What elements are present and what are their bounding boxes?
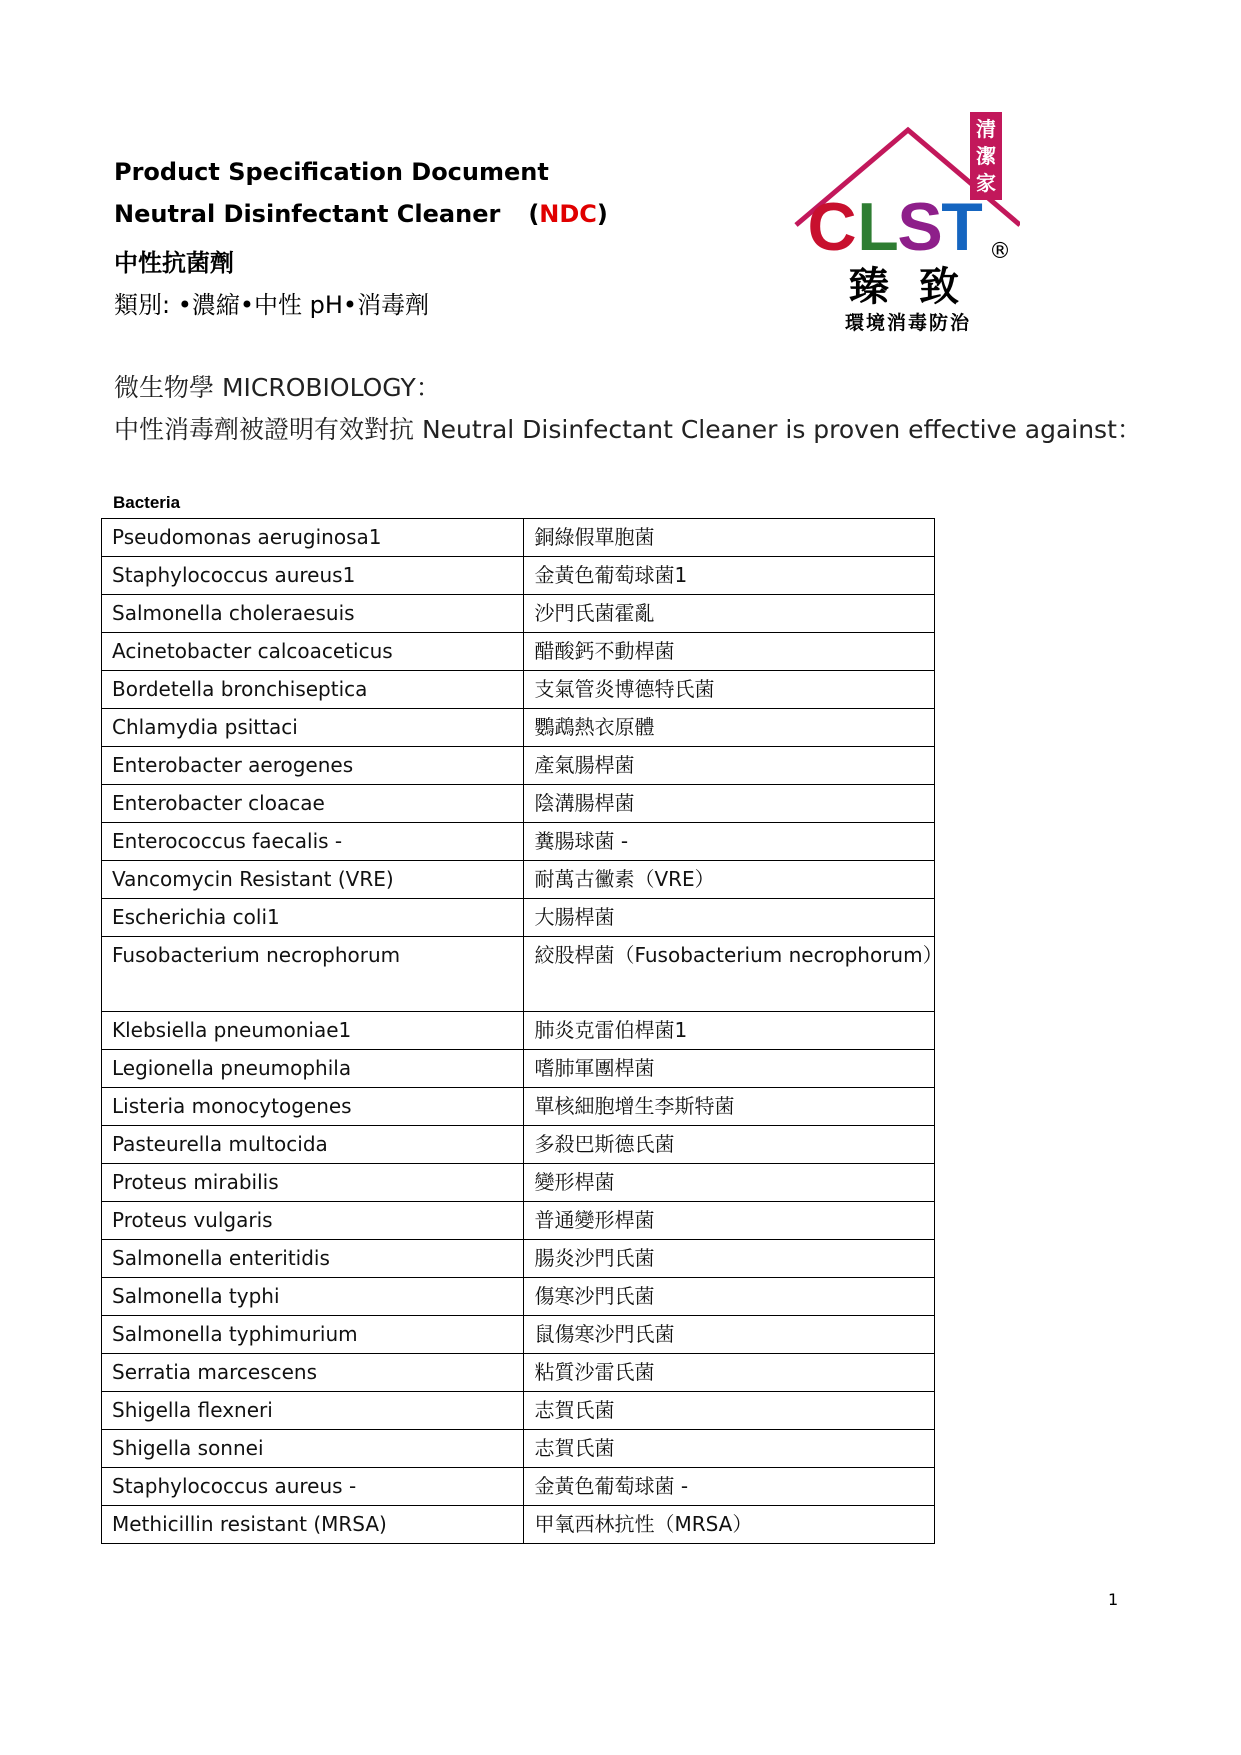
table-row	[102, 1316, 935, 1354]
logo-letter-t: T	[941, 189, 983, 265]
bacteria-name-zh: 傷寒沙門氏菌	[524, 1278, 935, 1316]
table-row	[102, 1126, 935, 1164]
bacteria-name-en: Klebsiella pneumoniae1	[102, 1012, 524, 1050]
bacteria-name-zh: 糞腸球菌 -	[524, 823, 935, 861]
product-code: NDC	[539, 200, 597, 228]
table-row	[102, 1012, 935, 1050]
bacteria-table-body	[102, 519, 943, 1544]
product-name-text: Neutral Disinfectant Cleaner	[114, 200, 501, 228]
table-row	[102, 557, 935, 595]
product-name	[114, 200, 608, 228]
bacteria-table	[101, 518, 943, 1544]
bacteria-name-zh: 單核細胞增生李斯特菌	[524, 1088, 935, 1126]
table-row	[102, 519, 935, 557]
effectiveness-statement: 中性消毒劑被證明有效對抗 Neutral Disinfectant Cleaner is proven effective against：	[114, 415, 1142, 444]
table-row	[102, 671, 935, 709]
logo-banner-char-2: 潔	[976, 144, 996, 168]
logo-letter-l: L	[857, 189, 899, 265]
bacteria-name-en: Salmonella typhi	[102, 1278, 524, 1316]
logo-chinese-name: 臻 致	[849, 264, 967, 310]
bacteria-name-en: Methicillin resistant (MRSA)	[102, 1506, 524, 1544]
table-row	[102, 937, 935, 1012]
bacteria-section-label: Bacteria	[113, 493, 181, 512]
bacteria-name-zh: 肺炎克雷伯桿菌1	[524, 1012, 935, 1050]
bacteria-name-en: Listeria monocytogenes	[102, 1088, 524, 1126]
table-row	[102, 1430, 935, 1468]
bacteria-name-en: Enterobacter aerogenes	[102, 747, 524, 785]
bacteria-name-en: Shigella sonnei	[102, 1430, 524, 1468]
bacteria-name-en: Salmonella choleraesuis	[102, 595, 524, 633]
table-row	[102, 785, 935, 823]
table-row	[102, 633, 935, 671]
bacteria-name-zh: 沙門氏菌霍亂	[524, 595, 935, 633]
table-row	[102, 1392, 935, 1430]
product-name-chinese: 中性抗菌劑	[114, 249, 234, 277]
bacteria-name-en: Escherichia coli1	[102, 899, 524, 937]
logo-registered-mark: ®	[989, 239, 1011, 264]
bacteria-name-en: Salmonella enteritidis	[102, 1240, 524, 1278]
table-row	[102, 823, 935, 861]
table-row	[102, 1164, 935, 1202]
table-row	[102, 1506, 935, 1544]
table-row	[102, 1468, 935, 1506]
table-row	[102, 1202, 935, 1240]
bacteria-name-zh: 銅綠假單胞菌	[524, 519, 935, 557]
bacteria-name-zh: 陰溝腸桿菌	[524, 785, 935, 823]
logo-banner-char-1: 清	[976, 117, 996, 141]
bacteria-name-zh: 普通變形桿菌	[524, 1202, 935, 1240]
bacteria-name-zh: 產氣腸桿菌	[524, 747, 935, 785]
bacteria-name-en: Pseudomonas aeruginosa1	[102, 519, 524, 557]
logo-letter-c: C	[807, 189, 857, 265]
product-code-paren-close: )	[596, 200, 608, 228]
bacteria-name-en: Shigella flexneri	[102, 1392, 524, 1430]
bacteria-name-en: Staphylococcus aureus -	[102, 1468, 524, 1506]
table-row	[102, 747, 935, 785]
logo-tagline: 環境消毒防治	[844, 312, 972, 334]
product-code-paren-open: (	[528, 200, 540, 228]
table-row	[102, 595, 935, 633]
table-row	[102, 861, 935, 899]
bacteria-name-en: Enterobacter cloacae	[102, 785, 524, 823]
table-row	[102, 1088, 935, 1126]
table-row	[102, 1278, 935, 1316]
bacteria-name-zh: 志賀氏菌	[524, 1430, 935, 1468]
bacteria-name-zh: 粘質沙雷氏菌	[524, 1354, 935, 1392]
bacteria-name-zh: 大腸桿菌	[524, 899, 935, 937]
product-category: 類別: •濃縮•中性 pH•消毒劑	[114, 291, 430, 319]
logo-banner-char-3: 家	[976, 171, 996, 195]
microbiology-heading: 微生物學 MICROBIOLOGY：	[114, 373, 441, 402]
bacteria-name-en: Fusobacterium necrophorum	[102, 937, 524, 1012]
bacteria-name-en: Salmonella typhimurium	[102, 1316, 524, 1354]
bacteria-name-en: Pasteurella multocida	[102, 1126, 524, 1164]
logo-letter-s: S	[897, 189, 943, 265]
table-row	[102, 709, 935, 747]
bacteria-name-zh: 耐萬古黴素（VRE）	[524, 861, 935, 899]
bacteria-name-zh: 多殺巴斯德氏菌	[524, 1126, 935, 1164]
bacteria-name-en: Vancomycin Resistant (VRE)	[102, 861, 524, 899]
bacteria-name-zh: 醋酸鈣不動桿菌	[524, 633, 935, 671]
bacteria-name-en: Serratia marcescens	[102, 1354, 524, 1392]
bacteria-name-zh: 鸚鵡熱衣原體	[524, 709, 935, 747]
bacteria-name-en: Proteus mirabilis	[102, 1164, 524, 1202]
table-row	[102, 1240, 935, 1278]
bacteria-name-en: Staphylococcus aureus1	[102, 557, 524, 595]
bacteria-name-zh: 金黃色葡萄球菌1	[524, 557, 935, 595]
bacteria-name-zh: 支氣管炎博德特氏菌	[524, 671, 935, 709]
table-row	[102, 1354, 935, 1392]
bacteria-name-zh: 腸炎沙門氏菌	[524, 1240, 935, 1278]
bacteria-name-en: Chlamydia psittaci	[102, 709, 524, 747]
bacteria-name-en: Enterococcus faecalis -	[102, 823, 524, 861]
table-row	[102, 899, 935, 937]
clst-logo	[790, 110, 1020, 335]
bacteria-name-en: Acinetobacter calcoaceticus	[102, 633, 524, 671]
document-title: Product Specification Document	[114, 158, 549, 186]
bacteria-name-zh: 志賀氏菌	[524, 1392, 935, 1430]
page-number: 1	[1108, 1590, 1119, 1609]
bacteria-name-zh: 甲氧西林抗性（MRSA）	[524, 1506, 935, 1544]
bacteria-name-en: Proteus vulgaris	[102, 1202, 524, 1240]
bacteria-name-zh: 絞股桿菌（Fusobacterium necrophorum）	[524, 937, 935, 1012]
bacteria-name-zh: 鼠傷寒沙門氏菌	[524, 1316, 935, 1354]
bacteria-name-zh: 嗜肺軍團桿菌	[524, 1050, 935, 1088]
bacteria-name-zh: 金黃色葡萄球菌 -	[524, 1468, 935, 1506]
bacteria-name-zh: 變形桿菌	[524, 1164, 935, 1202]
bacteria-name-en: Bordetella bronchiseptica	[102, 671, 524, 709]
table-row	[102, 1050, 935, 1088]
bacteria-name-en: Legionella pneumophila	[102, 1050, 524, 1088]
